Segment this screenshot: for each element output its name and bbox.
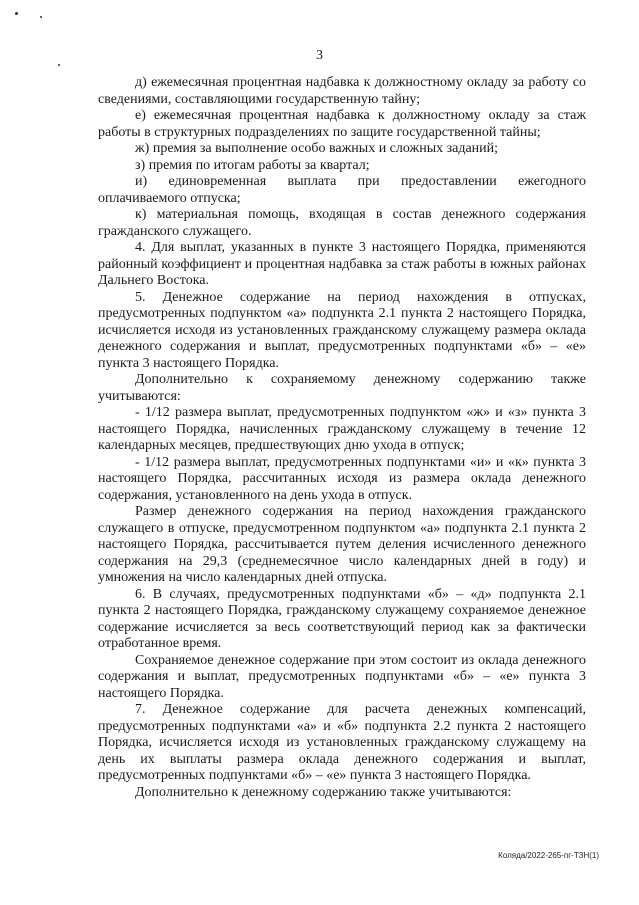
paragraph: з) премия по итогам работы за квартал; xyxy=(135,157,370,173)
scan-speck xyxy=(15,12,18,15)
paragraph: к) материальная помощь, входящая в состав денежного содержания гражданского служащего. xyxy=(98,207,586,239)
scan-speck xyxy=(58,64,60,66)
paragraph: Размер денежного содержания на период нахождения гражданского служащего в отпуске, предусмотренном подпунктом «а» подпункта 2.1 пункта 2 настоящего Порядка, рассчитывается путем деления исчисленного денежного содержания на 29,3 (среднемесячное число календарных дней в году) и умножения на число календарных дней отпуска. xyxy=(98,504,586,585)
paragraph: 4. Для выплат, указанных в пункте 3 настоящего Порядка, применяются районный коэффициент и процентная надбавка за стаж работы в южных районах Дальнего Востока. xyxy=(98,240,586,288)
paragraph: ж) премия за выполнение особо важных и сложных заданий; xyxy=(135,141,499,156)
paragraph: 7. Денежное содержание для расчета денежных компенсаций, предусмотренных подпунктами «а» и «б» подпункта 2.2 пункта 2 настоящего Порядка, исчисляется исходя из установленных гражданскому служащему на день их выплаты размера оклада денежного содержания и выплат, предусмотренных подпунктами «б» – «е» пункта 3 настоящего Порядка. xyxy=(98,702,586,783)
paragraph: д) ежемесячная процентная надбавка к должностному окладу за работу со сведениями, составляющими государственную тайну; xyxy=(98,75,586,107)
document-code-footer: Колядa/2022-265-пг-ТЗН(1) xyxy=(498,851,599,860)
document-body xyxy=(98,75,586,801)
paragraph: 5. Денежное содержание на период нахождения в отпусках, предусмотренных подпунктом «а» подпункта 2.1 пункта 2 настоящего Порядка, исчисляется исходя из установленных гражданскому служащему размера оклада денежного содержания и выплат, предусмотренных подпунктами «б» – «е» пункта 3 настоящего Порядка. xyxy=(98,289,586,371)
scan-speck xyxy=(40,16,42,18)
paragraph: Дополнительно к денежному содержанию также учитываются: xyxy=(135,784,512,800)
paragraph: Дополнительно к сохраняемому денежному содержанию также учитываются: xyxy=(98,372,586,404)
paragraph: - 1/12 размера выплат, предусмотренных подпунктом «ж» и «з» пункта 3 настоящего Порядка, начисленных гражданскому служащему в течение 12 календарных месяцев, предшествующих дню ухода в отпуск; xyxy=(98,405,586,453)
paragraph: - 1/12 размера выплат, предусмотренных подпунктами «и» и «к» пункта 3 настоящего Порядка, рассчитанных исходя из размера оклада денежного содержания, установленного на день ухода в отпуск. xyxy=(98,454,586,503)
paragraph: Сохраняемое денежное содержание при этом состоит из оклада денежного содержания и выплат, предусмотренных подпунктами «б» – «е» пункта 3 настоящего Порядка. xyxy=(98,652,586,701)
paragraph: 6. В случаях, предусмотренных подпунктами «б» – «д» подпункта 2.1 пункта 2 настоящего Порядка, гражданскому служащему сохраняемое денежное содержание исчисляется за весь соответствующий период как за фактически отработанное время. xyxy=(98,586,586,651)
paragraph: е) ежемесячная процентная надбавка к должностному окладу за стаж работы в структурных подразделениях по защите государственной тайны; xyxy=(98,108,586,140)
paragraph: и) единовременная выплата при предоставлении ежегодного оплачиваемого отпуска; xyxy=(98,174,586,206)
page-number: 3 xyxy=(316,48,323,63)
